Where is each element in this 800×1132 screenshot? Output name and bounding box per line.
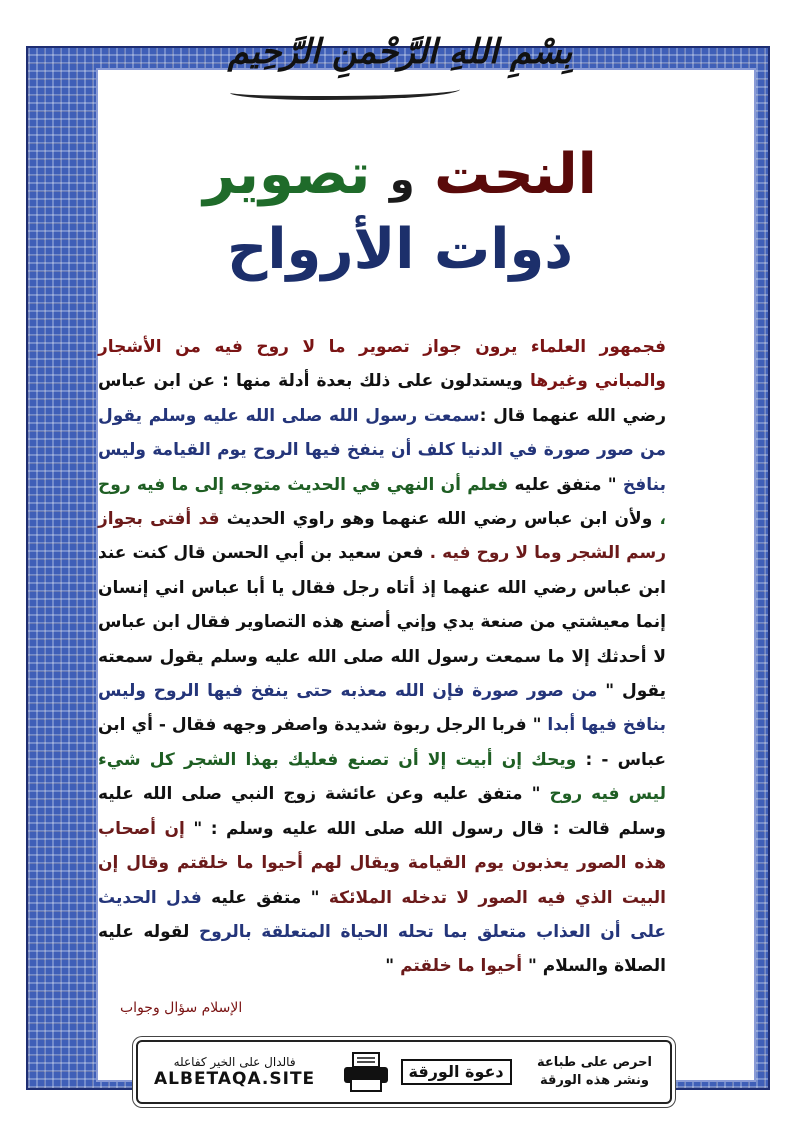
title-word-and: و: [389, 157, 415, 203]
source-credit: الإسلام سؤال وجواب: [120, 1000, 243, 1016]
footer-print-line-2: ونشر هذه الورقة: [540, 1073, 649, 1088]
article-segment: " متفق عليه: [432, 784, 550, 805]
title-word-carving: النحت: [434, 142, 597, 207]
footer-print-note: [537, 1054, 670, 1090]
article-segment: ويحك إن أبيت إلا أن تصنع فعليك بهذا الشجر كل شيء ليس فيه روح: [98, 749, 666, 805]
article-body: [98, 330, 666, 984]
title-line-1: [0, 140, 800, 215]
article-segment: " فربا الرجل ربوة شديدة واصفر وجهه فقال - أي ابن عباس - :: [98, 715, 666, 770]
article-segment: ": [385, 956, 401, 977]
dawat-alwaraqa-logo: دعوة الورقة: [401, 1059, 512, 1085]
article-segment: لقوله عليه الصلاة والسلام ": [98, 921, 666, 977]
article-segment: ولأن ابن عباس رضي الله عنهما وهو راوي الحديث: [219, 509, 660, 530]
footer-icons: [341, 1051, 512, 1093]
article-segment: أحيوا ما خلقتم: [400, 956, 528, 977]
calligraphy-sweep: [230, 82, 460, 100]
footer-print-line-1: احرص على طباعة: [536, 1055, 652, 1070]
article-segment: قد أفتى بجواز رسم الشجر وما لا روح فيه .: [98, 509, 666, 564]
page-title: [0, 140, 800, 285]
footer-site-block: [138, 1055, 315, 1089]
article-segment: فدل الحديث على أن العذاب متعلق بما تحله الحياة المتعلقة بالروح: [98, 887, 667, 942]
basmala-calligraphy: [0, 8, 800, 100]
article-segment: إن أصحاب هذه الصور يعذبون يوم القيامة ويقال لهم أحيوا ما خلقتم وقال إن البيت الذي فيه الصور لا تدخله الملائكة: [98, 818, 667, 908]
article-segment: " متفق عليه: [211, 887, 329, 908]
article-segment: فعن سعيد بن أبي الحسن قال كنت عند ابن عباس رضي الله عنهما إذ أتاه رجل فقال يا أبا عباس اني إنسان إنما معيشتي من صنعة يدي وإني أصنع هذه التصاوير فقال ابن عباس لا أحدثك إلا ما سمعت رسول الله صلى الله عليه وسلم يقول سمعته يقول ": [98, 543, 666, 702]
title-line-2: ذوات الأرواح: [226, 217, 573, 282]
article-segment: فجمهور العلماء يرون جواز تصوير ما لا روح فيه من الأشجار والمباني وغيرها: [98, 337, 666, 392]
basmala-text: بِسْمِ اللهِ الرَّحْمنِ الرَّحِيم: [227, 32, 573, 72]
article-segment: " متفق عليه: [514, 474, 623, 495]
article-segment: عن ابن عباس رضي الله عنهما قال :: [98, 371, 666, 426]
footer-banner: [136, 1040, 672, 1104]
footer-motto: فالدال على الخير كفاعله: [173, 1055, 296, 1069]
article-segment: ويستدلون على ذلك بعدة أدلة منها :: [222, 371, 530, 392]
footer-site-link[interactable]: ALBETAQA.SITE: [154, 1069, 316, 1089]
article-segment: فعلم أن النهي في الحديث متوجه إلى ما فيه روح ،: [98, 474, 666, 530]
article-segment: وعن عائشة زوج النبي صلى الله عليه وسلم قالت : قال رسول الله صلى الله عليه وسلم : ": [98, 784, 666, 839]
printer-icon: [341, 1051, 391, 1093]
article-segment: سمعت رسول الله صلى الله عليه وسلم يقول من صور صورة في الدنيا كلف أن ينفخ فيها الروح يوم القيامة وليس بنافخ: [98, 405, 666, 495]
article-segment: من صور صورة فإن الله معذبه حتى ينفخ فيها الروح وليس بنافخ فيها أبدا: [98, 681, 666, 736]
title-word-imaging: تصوير: [203, 142, 371, 207]
